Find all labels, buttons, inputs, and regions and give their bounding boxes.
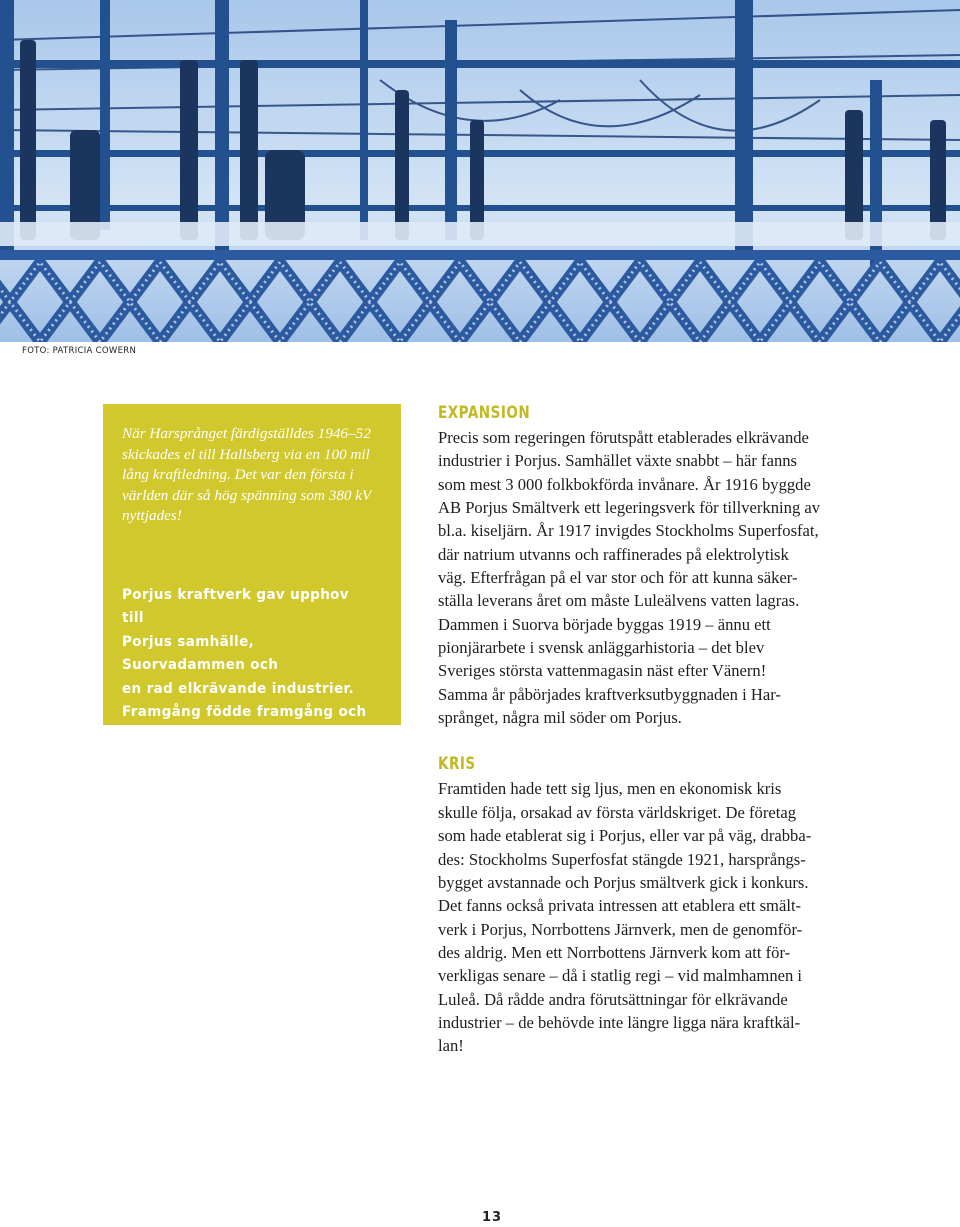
section-heading-expansion: EXPANSION [438, 403, 531, 422]
body-line: AB Porjus Smältverk ett legeringsverk för tillverkning av [438, 498, 821, 518]
body-line: Precis som regeringen förutspått etablerades elkrävande [438, 428, 809, 447]
body-line: som mest 3 000 folkbokförda invånare. År 1916 byggde [438, 474, 811, 494]
body-line: bygget avstannade och Porjus smältverk gick i konkurs. [438, 872, 809, 892]
section-body-kris [438, 777, 863, 1057]
body-line: des aldrig. Men ett Norrbottens Järnverk kom att för- [438, 942, 791, 962]
section-body-expansion [438, 426, 863, 729]
sidebar-summary [122, 584, 368, 771]
body-line: bl.a. kiseljärn. År 1917 invigdes Stockholms Superfosfat, [438, 521, 819, 541]
body-line: lan! [438, 1036, 464, 1056]
body-line: Dammen i Suorva började byggas 1919 – ännu ett [438, 614, 771, 634]
body-line: industrier – de behövde inte längre ligga nära kraftkäl- [438, 1012, 801, 1032]
body-line: Framtiden hade tett sig ljus, men en ekonomisk kris [438, 779, 782, 799]
body-line: des: Stockholms Superfosfat stängde 1921, harsprångs- [438, 849, 806, 869]
sidebar-summary-line: en rad elkrävande industrier. [122, 680, 355, 697]
body-line: Sveriges största vattenmagasin näst efter Vänern! [438, 661, 767, 681]
body-line: som hade etablerat sig i Porjus, eller var på väg, drabba- [438, 826, 812, 846]
body-line: ställa leverans året om måste Luleälvens vatten lagras. [438, 591, 800, 611]
body-line: verk i Porjus, Norrbottens Järnverk, men de genomför- [438, 919, 803, 939]
substation-photo [0, 0, 960, 342]
frosty-substation-illustration [0, 0, 960, 342]
body-line: skulle följa, orsakad av första världskriget. De företag [438, 802, 797, 822]
sidebar-quote: När Harsprånget färdigställdes 1946–52 skickades el till Hallsberg via en 100 mil lång kraftledning. Det var den första i världen där så hög spänning som 380 kV nyttjades! [122, 425, 372, 525]
body-line: Det fanns också privata intressen att etablera ett smält- [438, 896, 802, 916]
sidebar-summary-line: Porjus samhälle, Suorvadammen och [122, 633, 279, 674]
body-line: industrier i Porjus. Samhället växte snabbt – här fanns [438, 451, 798, 471]
section-heading-kris: KRIS [438, 754, 476, 774]
body-line: där natrium utvanns och raffinerades på elektrolytisk [438, 544, 789, 564]
page-number: 13 [482, 1210, 503, 1225]
body-line: Samma år påbörjades kraftverksutbyggnaden i Har- [438, 684, 781, 704]
body-line: pionjärarbete i svensk anläggarhistoria – det blev [438, 638, 765, 658]
body-line: Luleå. Då rådde andra förutsättningar för elkrävande [438, 989, 788, 1009]
body-line: verkligas senare – då i statlig regi – vid malmhamnen i [438, 966, 803, 986]
sidebar-box [103, 404, 401, 767]
sidebar-summary-line: Framgång födde framgång och H [122, 704, 367, 744]
body-line: väg. Efterfrågan på el var stor och för att kunna säker- [438, 568, 798, 588]
sidebar-summary-line: arsprånget byggdes ut. [122, 750, 310, 767]
main-article [438, 402, 863, 1058]
sidebar-summary-line: Porjus kraftverk gav upphov till [122, 586, 349, 627]
photo-credit: FOTO: PATRICIA COWERN [22, 346, 137, 356]
body-line: språnget, några mil söder om Porjus. [438, 708, 682, 728]
